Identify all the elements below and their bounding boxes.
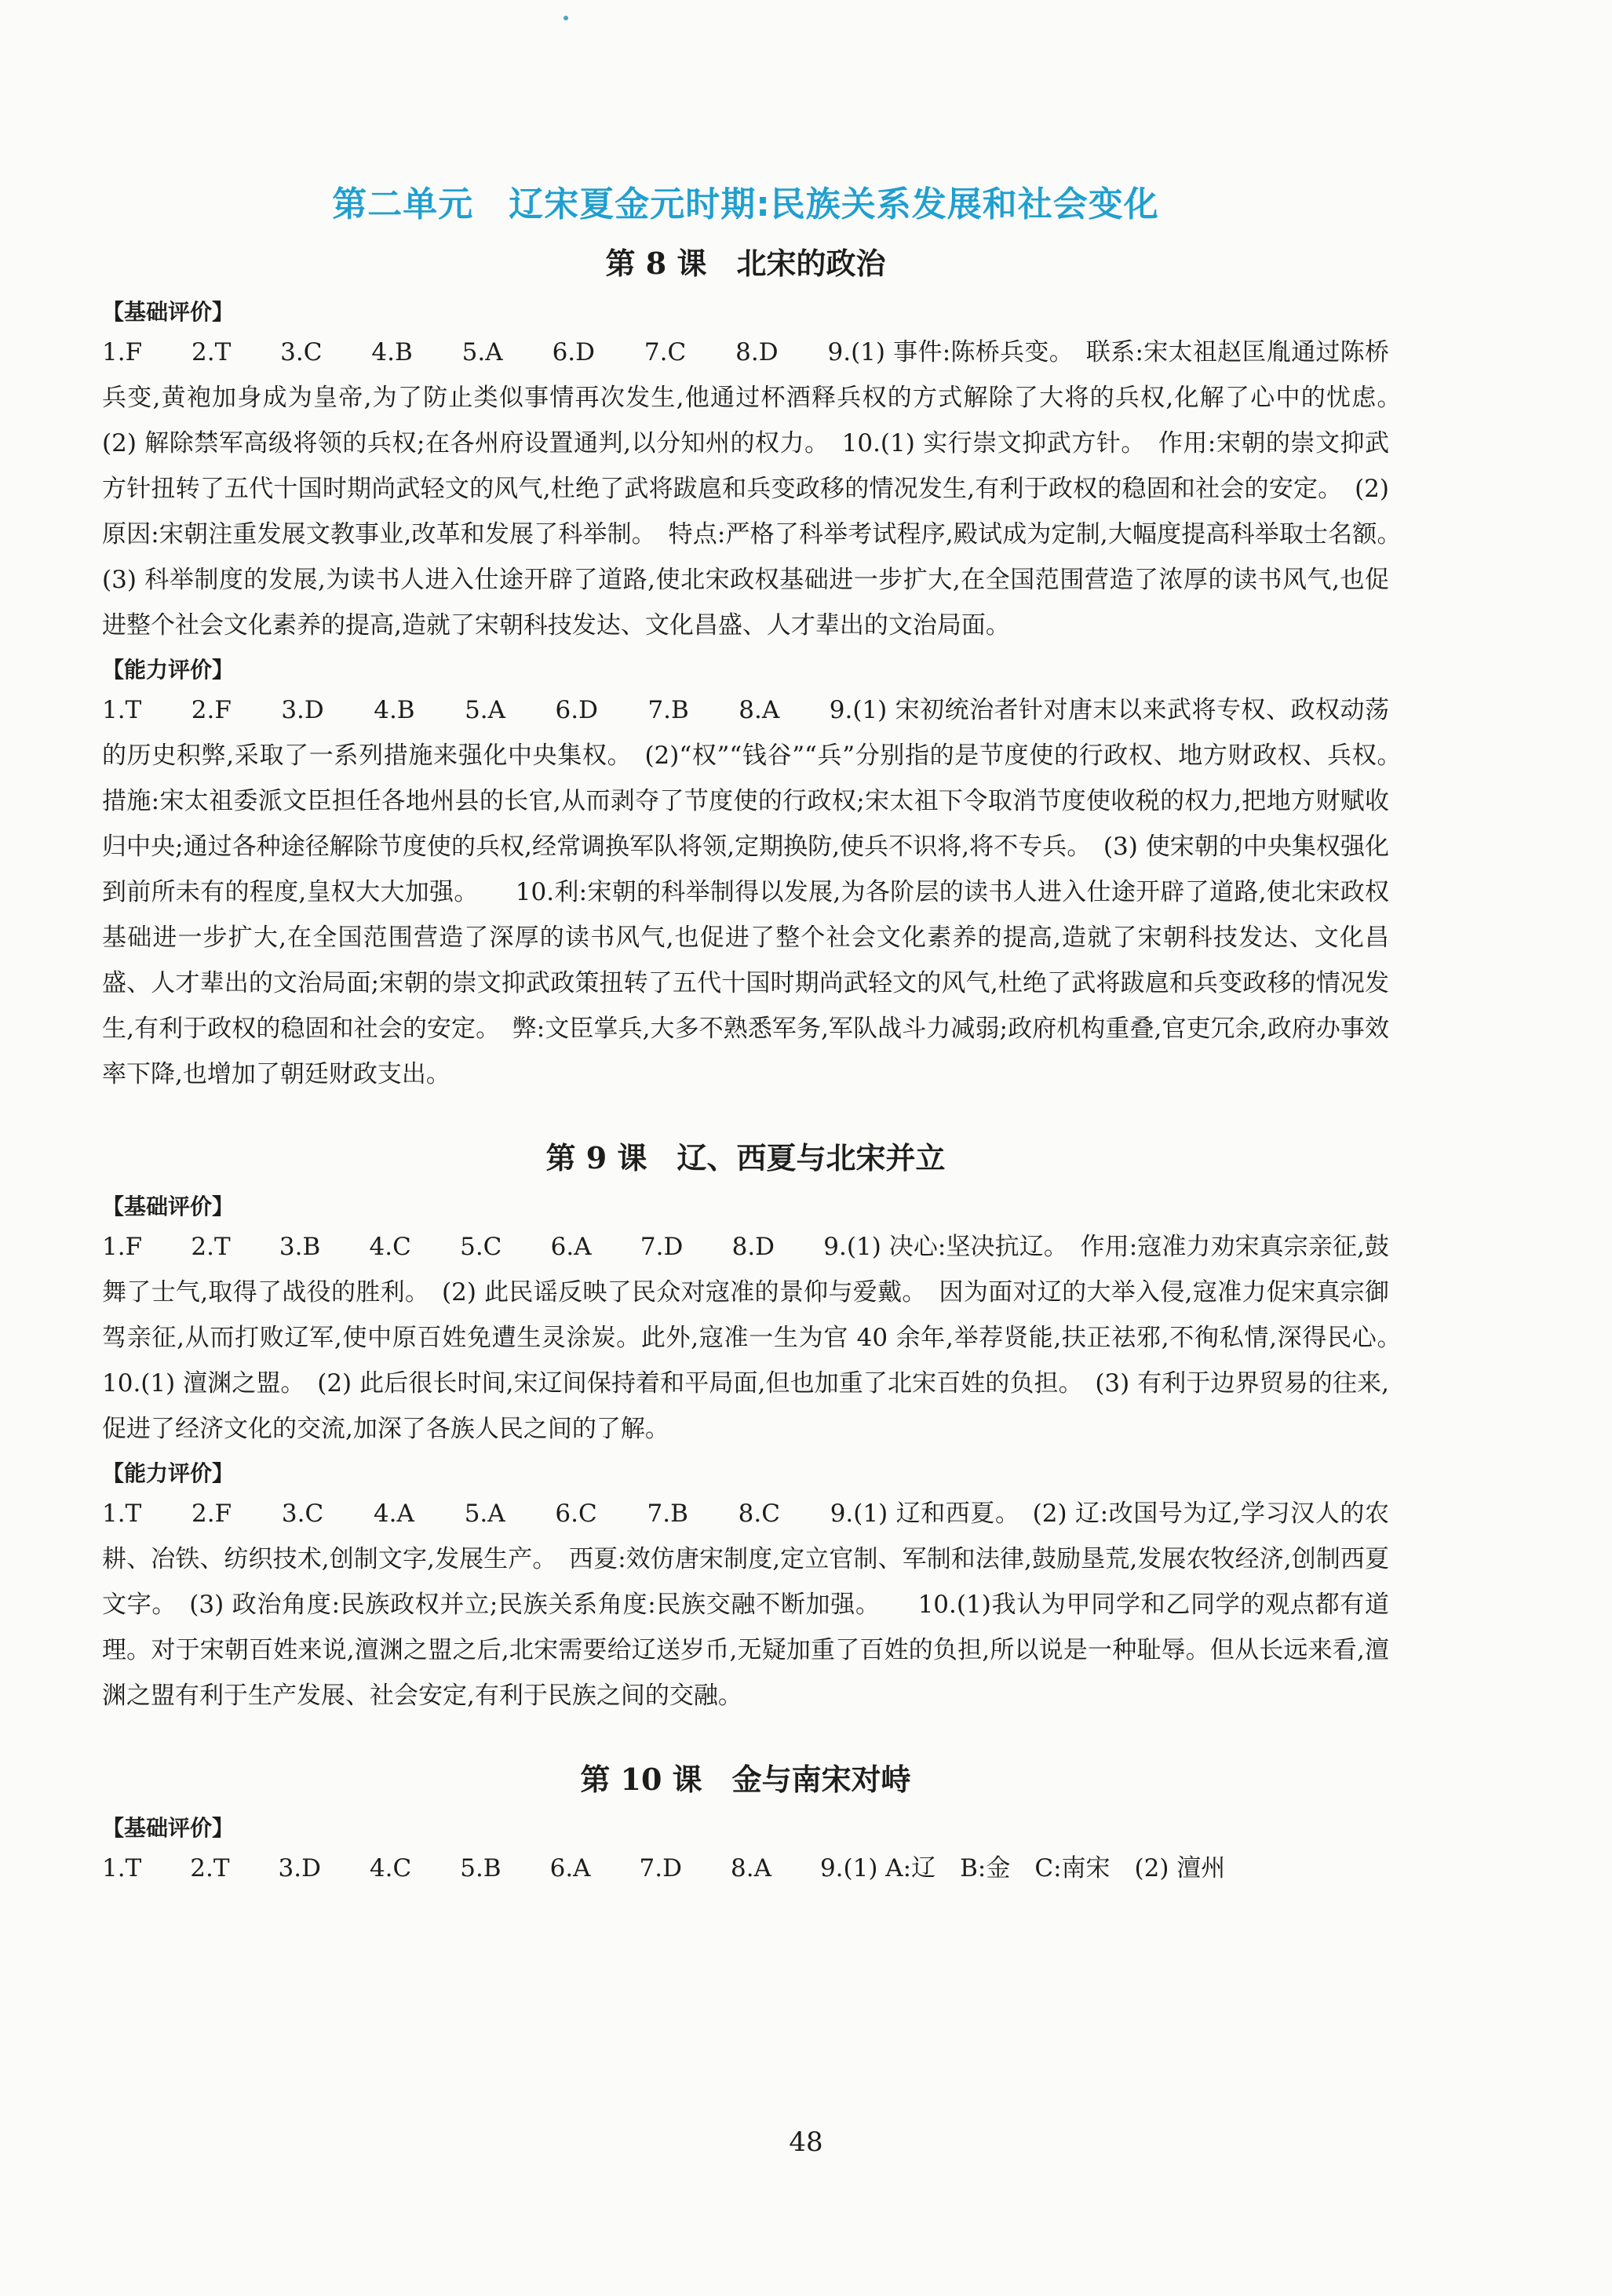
ability-evaluation-answers: 1.T 2.F 3.D 4.B 5.A 6.D 7.B 8.A 9.(1) 宋初统治者针对唐末以来武将专权、政权动荡的历史积弊,采取了一系列措施来强化中央集权。 (2)“权”“钱谷”“兵”分别指的是节度使的行政权、地方财政权、兵权。 措施:宋太祖委派文臣担任各地州县的长官,从而剥夺了节度使的行政权;宋太祖下令取消节度使收税的权力,把地方财赋收归中央;通过各种途径解除节度使的兵权,经常调换军队将领,定期换防,使兵不识将,将不专兵。 (3) 使宋朝的中央集权强化到前所未有的程度,皇权大大加强。 10.利:宋朝的科举制得以发展,为各阶层的读书人进入仕途开辟了道路,使北宋政权基础进一步扩大,在全国范围营造了深厚的读书风气,也促进了整个社会文化素养的提高,造就了宋朝科技发达、文化昌盛、人才辈出的文治局面;宋朝的崇文抑武政策扭转了五代十国时期尚武轻文的风气,杜绝了武将跋扈和兵变政移的情况发生,有利于政权的稳固和社会的安定。 弊:文臣掌兵,大多不熟悉军务,军队战斗力减弱;政府机构重叠,官吏冗余,政府办事效率下降,也增加了朝廷财政支出。 [102,696,1413,1088]
ability-evaluation-answers: 1.T 2.F 3.C 4.A 5.A 6.C 7.B 8.C 9.(1) 辽和西夏。 (2) 辽:改国号为辽,学习汉人的农耕、冶铁、纺织技术,创制文字,发展生产。 西夏:效仿唐宋制度,定立官制、军制和法律,鼓励垦荒,发展农牧经济,创制西夏文字。 (3) 政治角度:民族政权并立;民族关系角度:民族交融不断加强。 10.(1)我认为甲同学和乙同学的观点都有道理。对于宋朝百姓来说,澶渊之盟之后,北宋需要给辽送岁币,无疑加重了百姓的负担,所以说是一种耻辱。但从长远来看,澶渊之盟有利于生产发展、社会安定,有利于民族之间的交融。 [102,1500,1389,1710]
unit-title: 第二单元 辽宋夏金元时期:民族关系发展和社会变化 [332,184,1159,224]
lesson-8 [102,240,1413,1097]
ability-evaluation-label: 【能力评价】 [102,1460,235,1486]
basic-evaluation-label: 【基础评价】 [102,1815,235,1841]
basic-evaluation-label: 【基础评价】 [102,299,235,325]
decorative-dot [563,16,568,20]
basic-evaluation-answers: 1.F 2.T 3.C 4.B 5.A 6.D 7.C 8.D 9.(1) 事件:陈桥兵变。 联系:宋太祖赵匡胤通过陈桥兵变,黄袍加身成为皇帝,为了防止类似事情再次发生,他通过杯酒释兵权的方式解除了大将的兵权,化解了心中的忧虑。 (2) 解除禁军高级将领的兵权;在各州府设置通判,以分知州的权力。 10.(1) 实行崇文抑武方针。 作用:宋朝的崇文抑武方针扭转了五代十国时期尚武轻文的风气,杜绝了武将跋扈和兵变政移的情况发生,有利于政权的稳固和社会的安定。 (2) 原因:宋朝注重发展文教事业,改革和发展了科举制。 特点:严格了科举考试程序,殿试成为定制,大幅度提高科举取士名额。 (3) 科举制度的发展,为读书人进入仕途开辟了道路,使北宋政权基础进一步扩大,在全国范围营造了浓厚的读书风气,也促进整个社会文化素养的提高,造就了宋朝科技发达、文化昌盛、人才辈出的文治局面。 [102,338,1413,640]
ability-evaluation-label: 【能力评价】 [102,657,235,683]
lesson-title: 第 10 课 金与南宋对峙 [580,1762,911,1797]
lesson-9 [102,1135,1438,1718]
basic-evaluation-answers: 1.F 2.T 3.B 4.C 5.C 6.A 7.D 8.D 9.(1) 决心:坚决抗辽。 作用:寇准力劝宋真宗亲征,鼓舞了士气,取得了战役的胜利。 (2) 此民谣反映了民众对寇准的景仰与爱戴。 因为面对辽的大举入侵,寇准力促宋真宗御驾亲征,从而打败辽军,使中原百姓免遭生灵涂炭。此外,寇准一生为官 40 余年,举荐贤能,扶正祛邪,不徇私情,深得民心。 10.(1) 澶渊之盟。 (2) 此后很长时间,宋辽间保持着和平局面,但也加重了北宋百姓的负担。 (3) 有利于边界贸易的往来,促进了经济文化的交流,加深了各族人民之间的了解。 [102,1233,1438,1443]
answer-key-content [102,180,1438,1896]
lesson-10 [102,1756,1389,1891]
lesson-title: 第 8 课 北宋的政治 [605,246,886,281]
lesson-title: 第 9 课 辽、西夏与北宋并立 [545,1140,946,1175]
page-number: 48 [789,2127,823,2158]
basic-evaluation-label: 【基础评价】 [102,1194,235,1219]
basic-evaluation-answers: 1.T 2.T 3.D 4.C 5.B 6.A 7.D 8.A 9.(1) A:辽 B:金 C:南宋 (2) 澶州 [102,1854,1226,1882]
